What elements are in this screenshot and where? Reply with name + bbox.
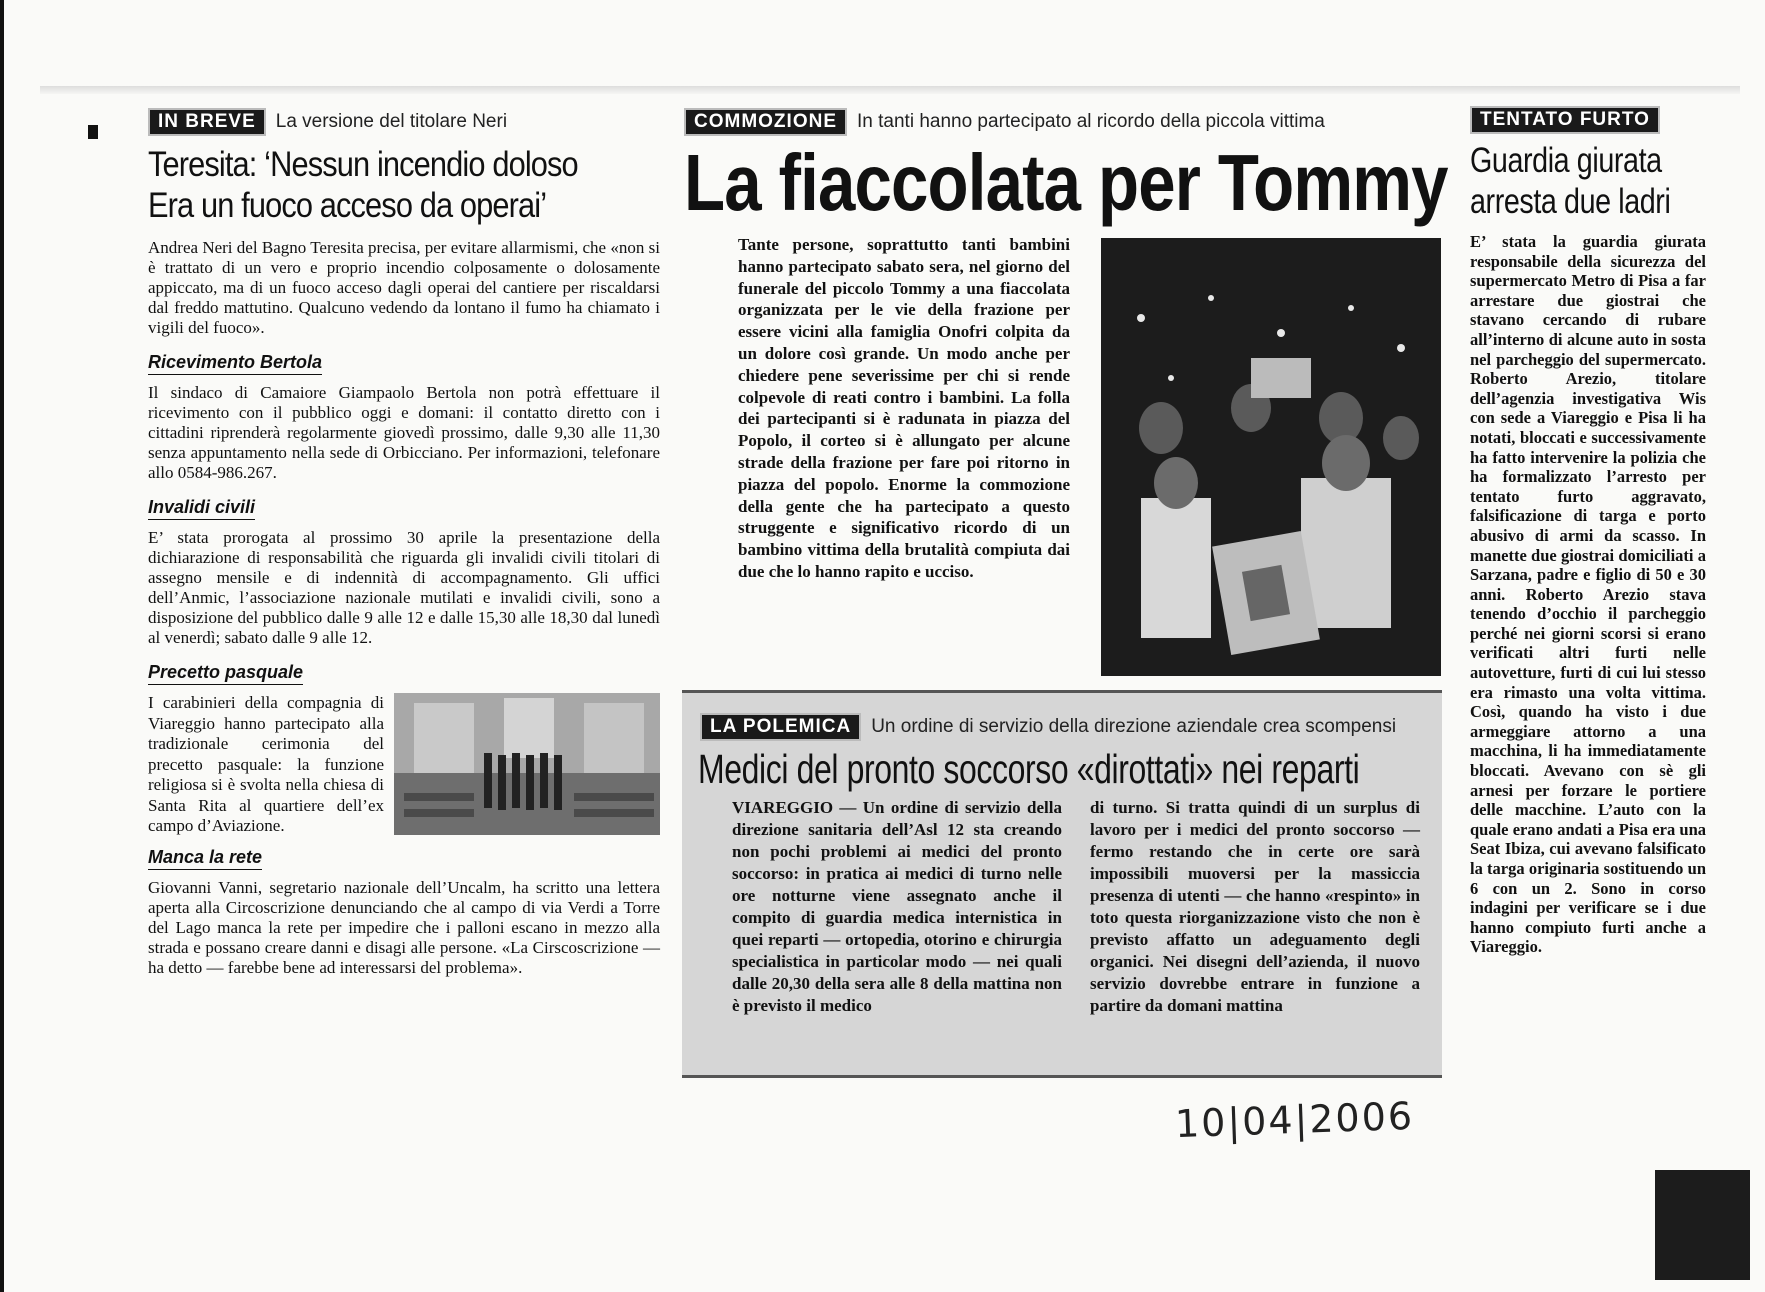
center-kicker-text: In tanti hanno partecipato al ricordo della piccola vittima [857,111,1325,132]
left-tag: IN BREVE [148,108,266,136]
left-headline-line1: Teresita: ‘Nessun incendio doloso [148,145,578,184]
section-text-invalidi: E’ stata prorogata al prossimo 30 aprile la presentazione della dichiarazione di responsabilità che riguarda gli invalidi civili titolari di assegno mensile e di indennità di accompagnamento. Gli uffici dell’Anmic, l’associazione nazionale mutilati e invalidi civili, sono a disposizione del pubblico dalle 9 alle 12 e dalle 15,30 alle 18,30 dal lunedì al venerdì; sabato dalle 9 alle 12. [148,528,660,647]
right-headline [1470,140,1671,222]
left-article [148,108,660,978]
polemica-box [682,690,1442,1078]
center-article [684,108,1448,228]
clip-top-edge [40,86,1740,94]
right-headline-line1: Guardia giurata [1470,141,1662,180]
section-title-precetto: Precetto pasquale [148,662,303,685]
corner-shadow [1655,1170,1750,1280]
church-photo-graphic [394,693,660,835]
center-tag: COMMOZIONE [684,108,847,136]
polemica-col2: di turno. Si tratta quindi di un surplus di lavoro per i medici del pronto soccorso — fermo restando che in certe ore sarà impossibili muoversi per la massiccia presenza di utenti — che hanno «respinto» in toto questa riorganizzazione visto che non è previsto affatto un adeguamento degli organici. Nei disegni dell’azienda, il nuovo servizio dovrebbe entrare in funzione a partire da domani mattina [1090,798,1420,1015]
center-article-text: Tante persone, soprattutto tanti bambini hanno partecipato sabato sera, nel giorno del funerale del piccolo Tommy a una fiaccolata organizzata per le vie della frazione per essere vicini alla famiglia Onofri colpita da un dolore così grande. Un modo anche per chiedere pene severissime per chi si rende colpevole di reati contro i bambini. La folla dei partecipanti si è radunata in piazza del Popolo, il corteo si è allungato per alcune strade della frazione per fare poi ritorno in piazza del popolo. Enorme la commozione della gente che ha partecipato a questo struggente e significativo ricordo di un bambino vittima della brutalità compiuta dai due che lo hanno rapito e ucciso. [738,235,1070,581]
left-kicker-text: La versione del titolare Neri [275,111,508,132]
precetto-block [148,693,660,839]
section-text-rete: Giovanni Vanni, segretario nazionale dell’Uncalm, ha scritto una lettera aperta alla Circoscrizione denunciando che al campo di via Verdi a Torre del Lago manca la rete per impedire che i palloni escano in mezzo alla strada e possano creare danni e disagi alle persone. «La Cirscoscrizione — ha detto — farebbe bene ad interessarsi del problema». [148,878,660,977]
handwritten-date: 10|04|2006 [1174,1093,1415,1147]
left-kicker [148,108,660,136]
polemica-kicker-text: Un ordine di servizio della direzione aziendale crea scompensi [871,716,1397,737]
left-intro: Andrea Neri del Bagno Teresita precisa, per evitare allarmismi, che «non si è trattato di un vero e proprio incendio colposamente o dolosamente appiccato, ma di un fuoco acceso dagli operai del cantiere per riscaldarsi dal freddo mattutino. Qualcuno vedendo da lontano il fumo ha chiamato i vigili del fuoco». [148,238,660,337]
polemica-col1: VIAREGGIO — Un ordine di servizio della direzione sanitaria dell’Asl 12 sta creando non pochi problemi ai medici del pronto soccorso: in pratica ai medici di turno nelle ore notturne viene assegnato anche il compito di guardia medica internistica in quei reparti — ortopedia, otorino e chirurgia specialistica in particolar modo — nei quali dalle 20,30 della sera alle 8 della mattina non è previsto il medico [732,798,1062,1015]
right-tag: TENTATO FURTO [1470,106,1660,134]
left-headline [148,144,599,226]
polemica-kicker [700,713,1396,741]
polemica-headline: Medici del pronto soccorso «dirottati» nei reparti [698,746,1360,792]
center-kicker [684,108,1444,136]
section-title-rete: Manca la rete [148,847,262,870]
center-headline: La fiaccolata per Tommy [684,138,1448,227]
section-text-precetto: I carabinieri della compagnia di Viareggio hanno partecipato alla tradizionale cerimonia del precetto pasquale: la funzione religiosa si è svolta nella chiesa di Santa Rita al quartiere dell’ex campo d’Aviazione. [148,693,384,835]
right-article [1470,106,1706,957]
section-title-ricevimento: Ricevimento Bertola [148,352,322,375]
left-headline-line2: Era un fuoco acceso da operai’ [148,186,547,225]
section-text-ricevimento: Il sindaco di Camaiore Giampaolo Bertola non potrà effettuare il ricevimento con il pubblico oggi e domani: il contatto diretto con i cittadini riprenderà regolarmente giovedì prossimo, dalle 9,30 alle 11,30 senza appuntamento nella sede di Orbicciano. Per informazioni, telefonare allo 0584-986.267. [148,383,660,482]
polemica-tag: LA POLEMICA [700,713,861,741]
torchlight-photo [1101,238,1441,676]
bullet-mark [88,125,98,139]
right-tag-row [1470,106,1706,134]
section-title-invalidi: Invalidi civili [148,497,255,520]
right-article-text: E’ stata la guardia giurata responsabile della sicurezza del supermercato Metro di Pisa a far arrestare due giostrai che stavano cercando di rubare all’interno di alcune auto in sosta nel parcheggio del supermercato. Roberto Arezio, titolare dell’agenzia investigativa Wis con sede a Viareggio e Pisa li ha notati, bloccati e successivamente ha fatto intervenire la polizia che ha formalizzato l’arresto per tentato furto aggravato, falsificazione di targa e porto abusivo di armi da scasso. In manette due giostrai domiciliati a Sarzana, padre e figlio di 50 e 30 anni. Roberto Arezio stava tenendo d’occhio il parcheggio perché nei giorni scorsi si erano verificati altri furti nelle autovetture, furti di cui lui stesso era rimasto una volta vittima. Così, quando ha visto i due armeggiare attorno a una macchina, li ha immediatamente bloccati. Avevano con sè gli arnesi per forzare le portiere delle macchine. L’auto con la quale erano andati a Pisa era una Seat Ibiza, cui avevano falsificato la targa originaria sostituendo un 6 con un 2. Sono in corso indagini per verificare se i due hanno compiuto furti anche a Viareggio. [1470,232,1706,957]
right-headline-line2: arresta due ladri [1470,182,1671,221]
scan-edge [0,0,4,1292]
torchlight-photo-graphic [1101,238,1441,676]
church-photo [394,693,660,835]
